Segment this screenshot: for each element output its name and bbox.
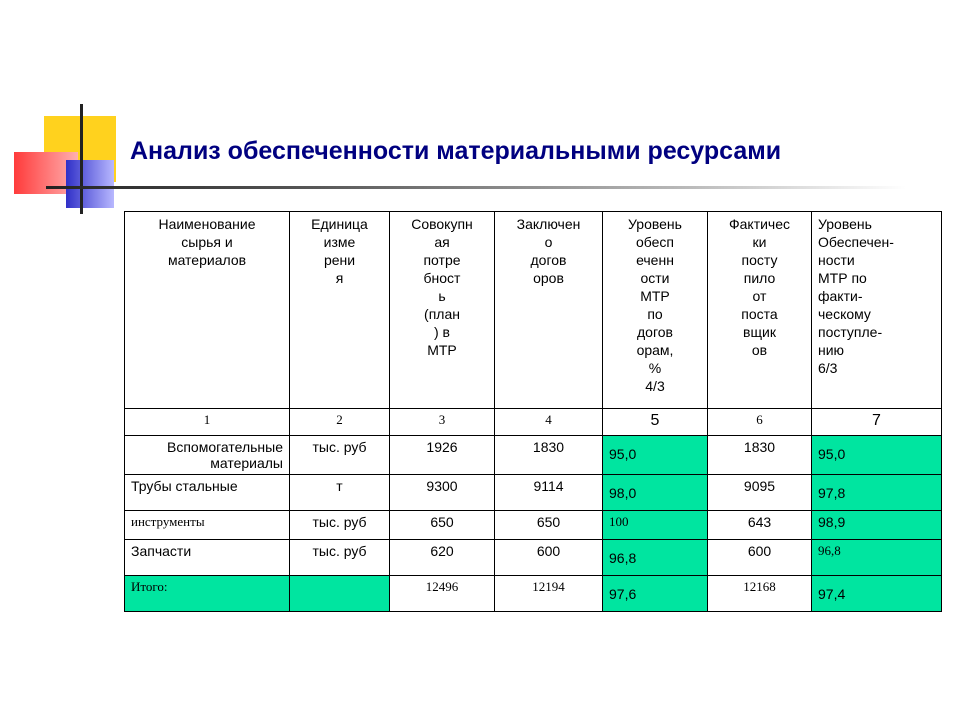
header-line: обесп <box>635 234 674 250</box>
total-unit <box>290 576 390 612</box>
header-line: Фактичес <box>728 216 791 232</box>
header-line: поступле- <box>818 324 883 340</box>
header-line: нию <box>818 342 845 358</box>
header-line: (план <box>424 306 460 322</box>
row-contracted: 1830 <box>495 436 603 475</box>
row-plan: 650 <box>390 511 495 540</box>
decor-vertical-line <box>80 104 83 214</box>
col-number: 4 <box>495 409 603 436</box>
row-contracted: 600 <box>495 540 603 576</box>
header-line: ов <box>751 342 768 358</box>
header-line: 6/3 <box>818 360 838 376</box>
header-line: МТР <box>427 342 457 358</box>
row-name: Запчасти <box>125 540 290 576</box>
row-level-contract: 95,0 <box>603 436 708 475</box>
total-name: Итого: <box>125 576 290 612</box>
row-level-actual: 97,8 <box>812 475 942 511</box>
slide-title: Анализ обеспеченности материальными ресурсами <box>130 137 782 165</box>
col-number: 5 <box>603 409 708 436</box>
header-line: ки <box>752 234 767 250</box>
row-level-actual: 95,0 <box>812 436 942 475</box>
header-name <box>125 212 290 409</box>
table-row <box>125 436 942 475</box>
table-total-row <box>125 576 942 612</box>
table-row <box>125 540 942 576</box>
header-actual <box>708 212 812 409</box>
header-line: ности <box>818 252 855 268</box>
table-header-row <box>125 212 942 409</box>
header-line: Наименование <box>158 216 256 232</box>
header-unit <box>290 212 390 409</box>
header-line: ) в <box>434 324 450 340</box>
header-line: факти- <box>818 288 863 304</box>
header-line: оров <box>533 270 564 286</box>
header-line: ости <box>640 270 670 286</box>
header-line: МТР по <box>818 270 867 286</box>
row-level-contract: 96,8 <box>603 540 708 576</box>
row-level-contract: 98,0 <box>603 475 708 511</box>
row-unit: т <box>290 475 390 511</box>
col-number: 7 <box>812 409 942 436</box>
header-contracted <box>495 212 603 409</box>
header-line: догов <box>530 252 567 268</box>
row-name: инструменты <box>125 511 290 540</box>
row-name: Трубы стальные <box>125 475 290 511</box>
row-actual: 1830 <box>708 436 812 475</box>
header-line: Уровень <box>818 216 872 232</box>
header-level-contract <box>603 212 708 409</box>
row-level-contract: 100 <box>603 511 708 540</box>
header-line: ая <box>434 234 450 250</box>
column-number-row <box>125 409 942 436</box>
table-row <box>125 511 942 540</box>
decor-blue-square <box>66 160 114 208</box>
total-plan: 12496 <box>390 576 495 612</box>
header-line: от <box>752 288 767 304</box>
total-actual: 12168 <box>708 576 812 612</box>
header-line: посту <box>741 252 778 268</box>
row-actual: 643 <box>708 511 812 540</box>
row-unit: тыс. руб <box>290 511 390 540</box>
row-unit: тыс. руб <box>290 436 390 475</box>
row-level-actual: 98,9 <box>812 511 942 540</box>
col-number: 1 <box>125 409 290 436</box>
header-line: вщик <box>743 324 776 340</box>
row-level-actual: 96,8 <box>812 540 942 576</box>
header-line: орам, <box>636 342 674 358</box>
row-unit: тыс. руб <box>290 540 390 576</box>
header-line: Совокупн <box>411 216 473 232</box>
header-line: поста <box>741 306 778 322</box>
total-contracted: 12194 <box>495 576 603 612</box>
col-number: 6 <box>708 409 812 436</box>
total-level-actual: 97,4 <box>812 576 942 612</box>
header-line: ческому <box>818 306 871 322</box>
row-actual: 9095 <box>708 475 812 511</box>
col-number: 2 <box>290 409 390 436</box>
row-plan: 620 <box>390 540 495 576</box>
header-line: по <box>647 306 663 322</box>
table-row <box>125 475 942 511</box>
header-line: ь <box>438 288 446 304</box>
header-line: % <box>648 360 662 376</box>
header-line: Единица <box>311 216 368 232</box>
header-line: я <box>335 270 344 286</box>
col-number: 3 <box>390 409 495 436</box>
header-line: материалов <box>167 252 247 268</box>
header-line: изме <box>323 234 356 250</box>
row-contracted: 9114 <box>495 475 603 511</box>
row-actual: 600 <box>708 540 812 576</box>
decor-horizontal-line <box>46 186 906 189</box>
header-line: рени <box>323 252 356 268</box>
header-line: Обеспечен- <box>818 234 894 250</box>
header-line: потре <box>423 252 461 268</box>
header-line: Уровень <box>628 216 682 232</box>
header-line: МТР <box>640 288 670 304</box>
row-contracted: 650 <box>495 511 603 540</box>
total-level-contract: 97,6 <box>603 576 708 612</box>
row-name: Вспомогательные материалы <box>125 436 290 475</box>
row-plan: 9300 <box>390 475 495 511</box>
resources-table <box>124 211 942 612</box>
header-line: догов <box>637 324 673 340</box>
header-line: о <box>544 234 553 250</box>
header-level-actual <box>812 212 942 409</box>
row-plan: 1926 <box>390 436 495 475</box>
header-line: бност <box>423 270 461 286</box>
header-line: Заключен <box>516 216 581 232</box>
header-line: 4/3 <box>645 378 665 394</box>
header-plan <box>390 212 495 409</box>
header-line: сырья и <box>181 234 233 250</box>
header-line: пило <box>743 270 776 286</box>
header-line: еченн <box>636 252 674 268</box>
